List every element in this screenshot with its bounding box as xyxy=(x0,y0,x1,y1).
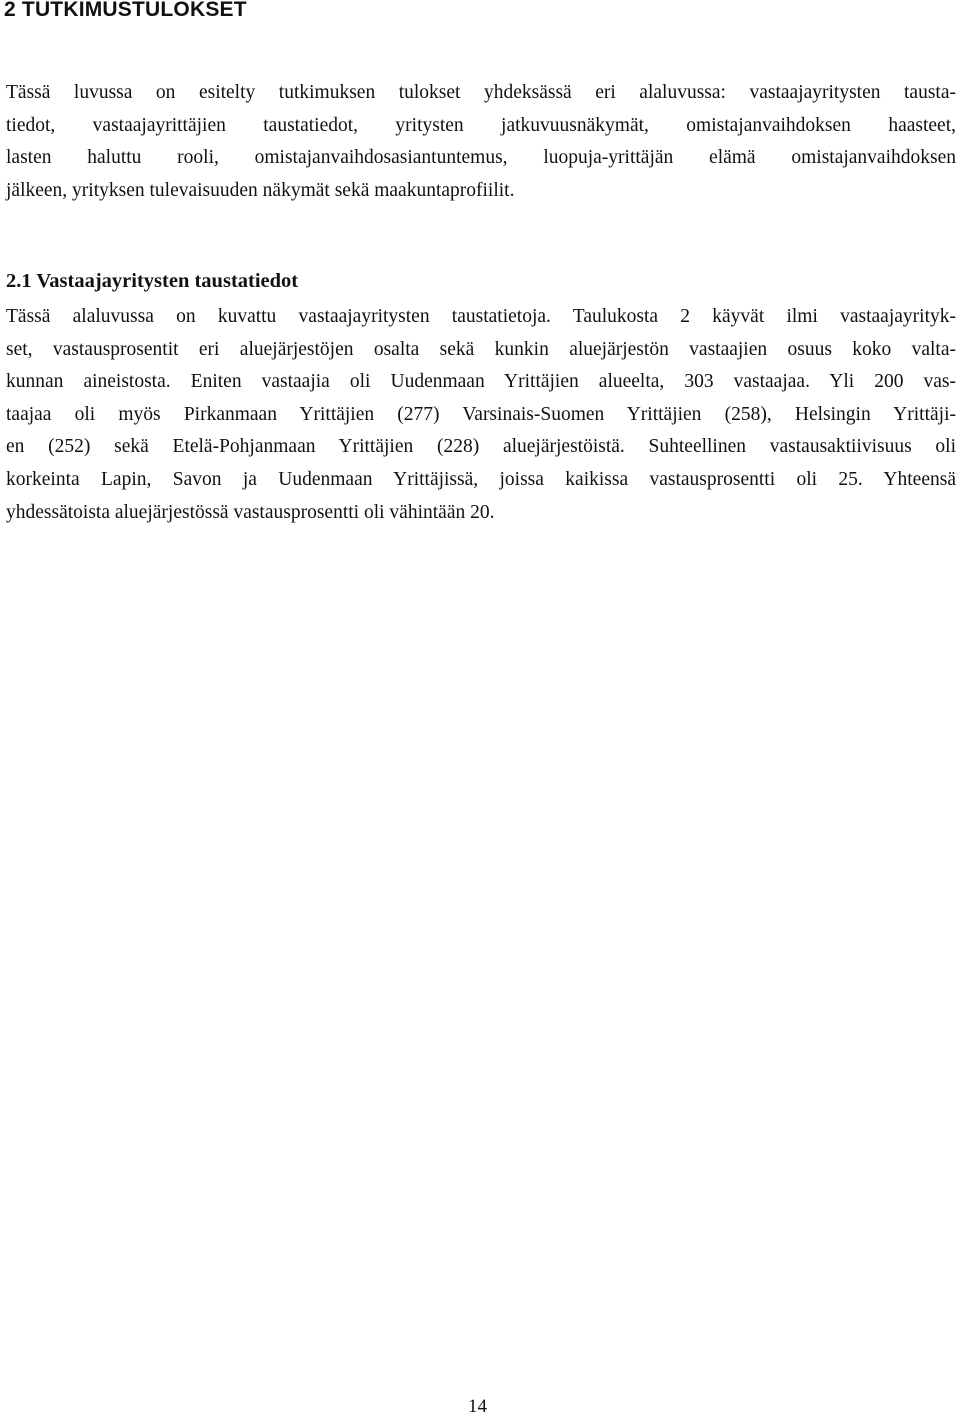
section-line: yhdessätoista aluejärjestössä vastausprosentti oli vähintään 20. xyxy=(6,501,495,523)
section-line: set, vastausprosentit eri aluejärjestöjen osalta sekä kunkin aluejärjestön vastaajien osuus koko valta- xyxy=(6,338,956,360)
section-line: Tässä alaluvussa on kuvattu vastaajayritysten taustatietoja. Taulukosta 2 käyvät ilmi vastaajayrityk- xyxy=(6,306,956,327)
chapter-title: 2 TUTKIMUSTULOKSET xyxy=(4,0,247,21)
section-line: kunnan aineistosta. Eniten vastaajia oli Uudenmaan Yrittäjien alueelta, 303 vastaajaa. Yli 200 vas- xyxy=(6,371,956,393)
page-number: 14 xyxy=(468,1396,487,1417)
section-line: korkeinta Lapin, Savon ja Uudenmaan Yrittäjissä, joissa kaikissa vastausprosentti oli 25. Yhteensä xyxy=(6,468,956,490)
intro-line: lasten haluttu rooli, omistajanvaihdosasiantuntemus, luopuja-yrittäjän elämä omistajanvaihdoksen xyxy=(6,147,956,169)
section-paragraph xyxy=(6,301,956,529)
section-title: 2.1 Vastaajayritysten taustatiedot xyxy=(6,270,299,292)
section-line: en (252) sekä Etelä-Pohjanmaan Yrittäjien (228) aluejärjestöistä. Suhteellinen vastausaktiivisuus oli xyxy=(6,436,956,458)
intro-line: tiedot, vastaajayrittäjien taustatiedot, yritysten jatkuvuusnäkymät, omistajanvaihdoksen haasteet, xyxy=(6,114,956,136)
intro-paragraph xyxy=(6,77,956,207)
intro-line: jälkeen, yrityksen tulevaisuuden näkymät sekä maakuntaprofiilit. xyxy=(6,179,515,201)
section-line: taajaa oli myös Pirkanmaan Yrittäjien (277) Varsinais-Suomen Yrittäjien (258), Helsingin Yrittäji- xyxy=(6,403,956,425)
intro-line: Tässä luvussa on esitelty tutkimuksen tulokset yhdeksässä eri alaluvussa: vastaajayritysten tausta- xyxy=(6,82,956,103)
